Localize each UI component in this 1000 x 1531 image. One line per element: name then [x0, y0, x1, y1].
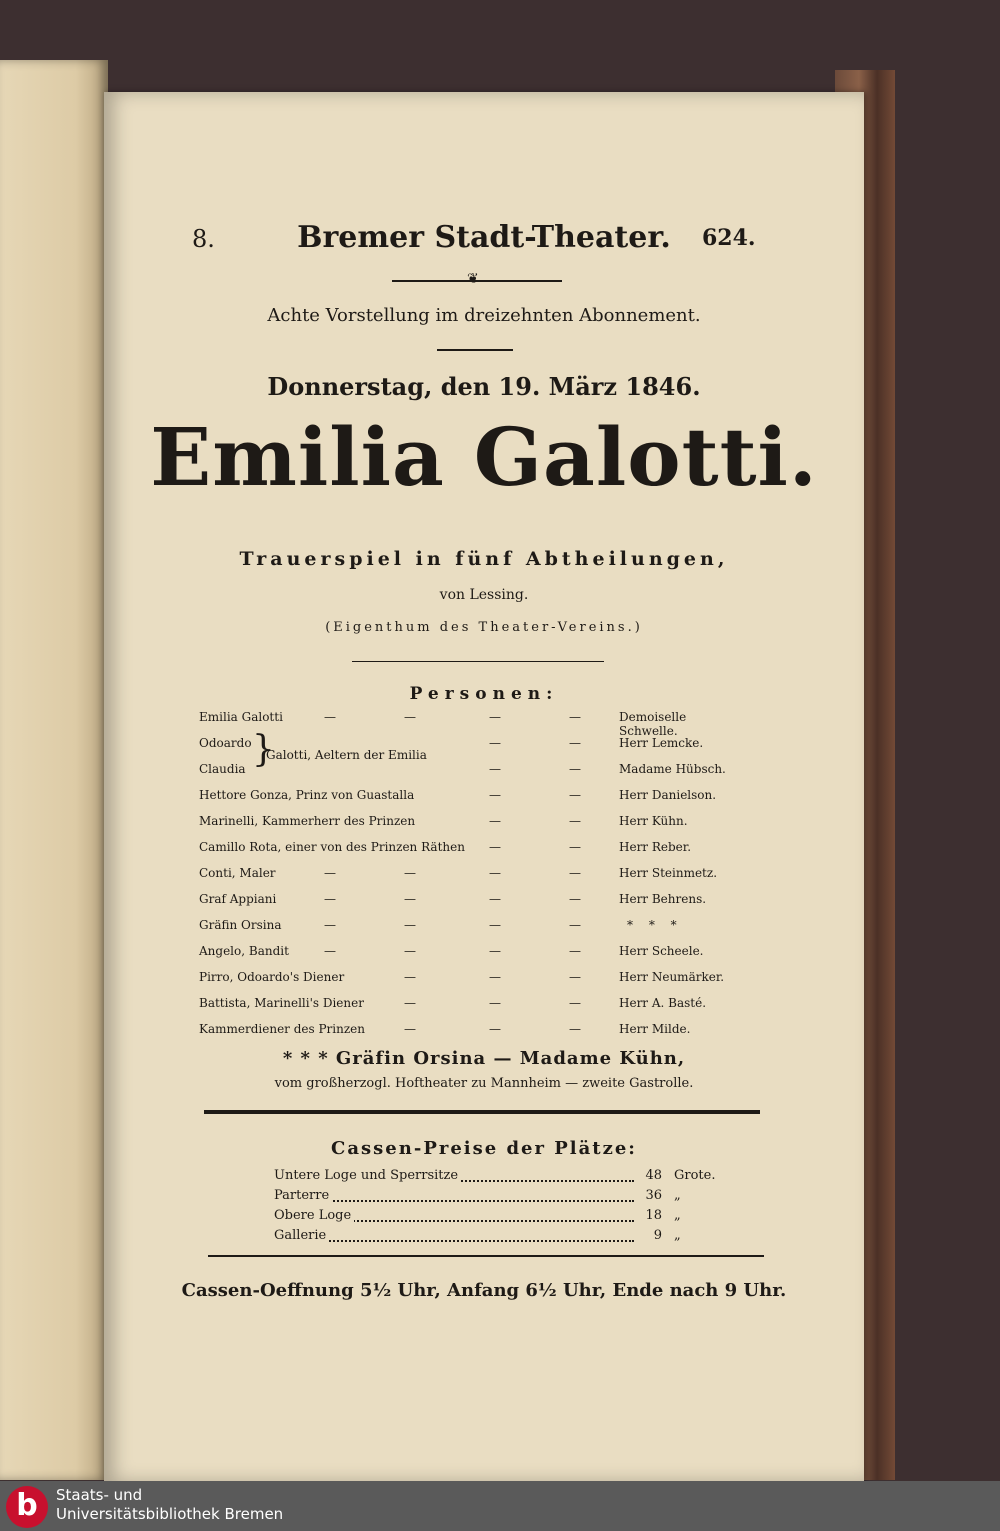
seat-price: 9 [653, 1228, 662, 1243]
role-name: Hettore Gonza, Prinz von Guastalla [199, 788, 415, 802]
actor-name: Herr Scheele. [619, 944, 704, 958]
library-footer [0, 1481, 1000, 1531]
role-name: Odoardo [199, 736, 252, 750]
cast-row [199, 840, 739, 864]
left-page-edge [0, 60, 108, 1480]
author-line: von Lessing. [439, 587, 529, 603]
ornament-icon: ❦ [467, 271, 479, 287]
role-name: Claudia [199, 762, 246, 776]
dash: — [489, 918, 501, 932]
dash: — [569, 970, 581, 984]
cast-row [199, 918, 739, 942]
dash: — [569, 840, 581, 854]
cast-row [199, 944, 739, 968]
bill-number: 8. [192, 225, 215, 253]
role-name: Pirro, Odoardo's Diener [199, 970, 345, 984]
role-name: Battista, Marinelli's Diener [199, 996, 364, 1010]
actor-name: Herr Neumärker. [619, 970, 725, 984]
dash: — [324, 866, 336, 880]
dash: — [569, 814, 581, 828]
dash: — [489, 892, 501, 906]
dash: — [489, 944, 501, 958]
dash: — [569, 762, 581, 776]
role-name: Gräfin Orsina [199, 918, 282, 932]
cast-row [199, 788, 739, 812]
cast-row [199, 996, 739, 1020]
dash: — [489, 814, 501, 828]
theater-title: Bremer Stadt-Theater. [297, 220, 671, 255]
actor-name: Demoiselle Schwelle. [619, 710, 687, 738]
dash: — [569, 1022, 581, 1036]
dash: — [569, 892, 581, 906]
play-title: Emilia Galotti. [150, 410, 818, 504]
actor-name: Madame Hübsch. [619, 762, 726, 776]
dash: — [404, 944, 416, 958]
dash: — [404, 996, 416, 1010]
seat-price: 36 [645, 1188, 662, 1203]
dash: — [569, 918, 581, 932]
dash: — [404, 918, 416, 932]
performance-line: Achte Vorstellung im dreizehnten Abonnement. [267, 305, 701, 326]
dash: — [404, 866, 416, 880]
dash: — [569, 736, 581, 750]
brace-icon: } [252, 729, 275, 770]
family-note: Galotti, Aeltern der Emilia [266, 748, 427, 762]
dash: — [489, 1022, 501, 1036]
actor-name: Herr Danielson. [619, 788, 717, 802]
seat-label: Parterre [274, 1188, 332, 1203]
dash: — [569, 710, 581, 724]
cast-row [199, 814, 739, 838]
guest-line: * * * Gräfin Orsina — Madame Kühn, [282, 1048, 686, 1069]
cast-heading: Personen: [409, 684, 559, 704]
playbill-page [104, 92, 864, 1482]
seat-label: Untere Loge und Sperrsitze [274, 1168, 461, 1183]
cast-row [199, 710, 739, 738]
dash: — [569, 944, 581, 958]
dash: — [489, 970, 501, 984]
library-logo-icon[interactable]: b [6, 1486, 48, 1528]
dash: — [489, 762, 501, 776]
divider-rule [352, 661, 604, 662]
role-name: Marinelli, Kammerherr des Prinzen [199, 814, 416, 828]
thick-rule [204, 1110, 760, 1114]
dash: — [404, 892, 416, 906]
price-unit: Grote. [674, 1168, 716, 1183]
guest-subline: vom großherzogl. Hoftheater zu Mannheim — zweite Gastrolle. [274, 1076, 694, 1091]
dash: — [489, 996, 501, 1010]
seat-label: Obere Loge [274, 1208, 354, 1223]
price-unit: „ [674, 1228, 681, 1243]
seat-price: 48 [645, 1168, 662, 1183]
dash: — [404, 970, 416, 984]
times-line: Cassen-Oeffnung 5½ Uhr, Anfang 6½ Uhr, Ende nach 9 Uhr. [181, 1280, 787, 1301]
genre-line: Trauerspiel in fünf Abtheilungen, [239, 548, 729, 570]
role-name: Camillo Rota, einer von des Prinzen Räthen [199, 840, 465, 854]
cast-row [199, 866, 739, 890]
cast-row [199, 970, 739, 994]
actor-name: * * * [627, 918, 683, 932]
cast-row [199, 762, 739, 786]
dash: — [324, 918, 336, 932]
actor-name: Herr A. Basté. [619, 996, 707, 1010]
dash: — [569, 996, 581, 1010]
dash: — [324, 892, 336, 906]
actor-name: Herr Lemcke. [619, 736, 704, 750]
library-name-line2: Universitätsbibliothek Bremen [56, 1505, 284, 1523]
price-unit: „ [674, 1208, 681, 1223]
role-name: Conti, Maler [199, 866, 276, 880]
role-name: Kammerdiener des Prinzen [199, 1022, 366, 1036]
price-unit: „ [674, 1188, 681, 1203]
dash: — [489, 736, 501, 750]
library-name-line1: Staats- und [56, 1486, 143, 1504]
dash: — [489, 866, 501, 880]
ownership-line: (Eigenthum des Theater-Vereins.) [325, 620, 643, 635]
dash: — [489, 840, 501, 854]
prices-heading: Cassen-Preise der Plätze: [331, 1138, 637, 1159]
divider-rule [208, 1255, 764, 1257]
dash: — [489, 710, 501, 724]
actor-name: Herr Reber. [619, 840, 692, 854]
cast-row [199, 1022, 739, 1046]
role-name: Emilia Galotti [199, 710, 283, 724]
seat-label: Gallerie [274, 1228, 329, 1243]
date-line: Donnerstag, den 19. März 1846. [267, 372, 701, 401]
dash: — [569, 788, 581, 802]
dash: — [489, 788, 501, 802]
dash: — [404, 1022, 416, 1036]
dash: — [569, 866, 581, 880]
actor-name: Herr Kühn. [619, 814, 688, 828]
divider-rule [437, 349, 513, 351]
dash: — [324, 710, 336, 724]
dash: — [404, 710, 416, 724]
role-name: Graf Appiani [199, 892, 277, 906]
role-name: Angelo, Bandit [199, 944, 289, 958]
actor-name: Herr Behrens. [619, 892, 707, 906]
cast-row [199, 892, 739, 916]
dash: — [324, 944, 336, 958]
actor-name: Herr Steinmetz. [619, 866, 718, 880]
actor-name: Herr Milde. [619, 1022, 691, 1036]
seat-price: 18 [645, 1208, 662, 1223]
page-number: 624. [702, 225, 756, 251]
